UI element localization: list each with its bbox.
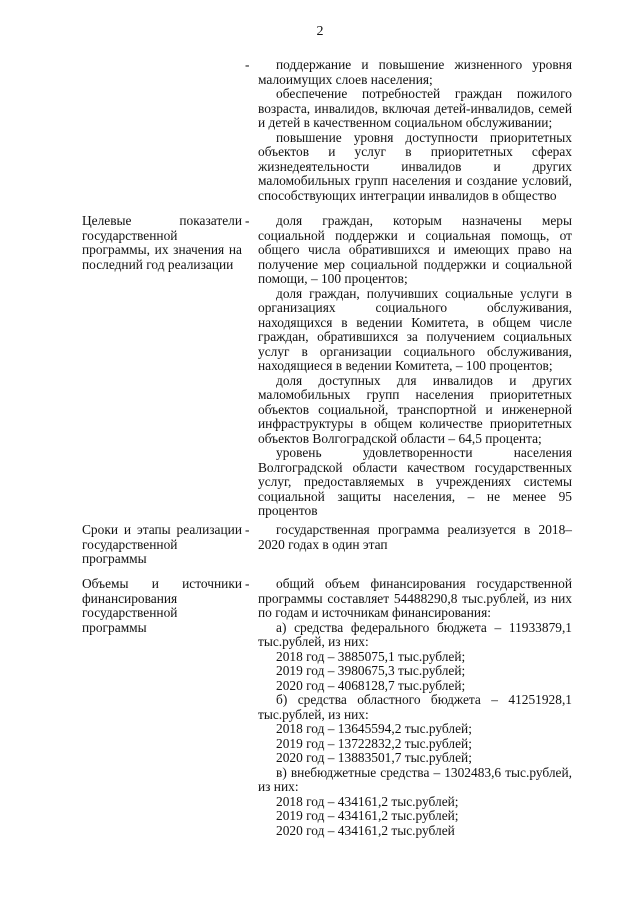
funding-year-line: 2018 год – 3885075,1 тыс.рублей; <box>276 648 466 664</box>
funding-year-line: 2020 год – 434161,2 тыс.рублей <box>276 822 455 838</box>
row-label: Сроки и этапы реализации государственной программы <box>82 522 242 566</box>
row-dash: - <box>245 213 250 228</box>
funding-total: общий объем финансирования государственной программы составляет 54488290,8 тыс.рублей, из них по годам и источникам финансирования: <box>258 576 572 620</box>
row-content <box>258 58 572 203</box>
funding-year-line: 2018 год – 434161,2 тыс.рублей; <box>276 793 459 809</box>
paragraph: доля граждан, получивших социальные услуги в организациях социального обслуживания, находящихся в ведении Комитета, в общем числе граждан, обратившихся за получением социальных услуг в организации социального обслуживания, находящиеся в ведении Комитета, – 100 процентов; <box>258 285 572 373</box>
funding-year-line: 2020 год – 13883501,7 тыс.рублей; <box>276 750 472 765</box>
funding-year-line: 2019 год – 13722832,2 тыс.рублей; <box>276 735 472 751</box>
row-label: Объемы и источники финансирования государственной программы <box>82 576 242 635</box>
funding-source-extrabudgetary: в) внебюджетные средства – 1302483,6 тыс.рублей, из них: <box>258 764 572 794</box>
paragraph: доля доступных для инвалидов и других маломобильных групп населения приоритетных объектов социальной, транспортной и инженерной инфраструктуры в общем количестве приоритетных объектов Волгоградской области – 64,5 процента; <box>258 372 572 446</box>
row-dash: - <box>245 522 250 537</box>
funding-year-line: 2020 год – 4068128,7 тыс.рублей; <box>276 677 466 693</box>
funding-year-line: 2018 год – 13645594,2 тыс.рублей; <box>276 721 472 736</box>
row-content <box>258 577 572 838</box>
row-content <box>258 523 572 552</box>
paragraph: уровень удовлетворенности населения Волгоградской области качеством государственных услуг, предоставляемых в учреждениях системы социальной защиты населения, – не менее 95 процентов <box>258 445 572 518</box>
paragraph: поддержание и повышение жизненного уровня малоимущих слоев населения; <box>258 57 572 87</box>
paragraph: государственная программа реализуется в 2018–2020 годах в один этап <box>258 522 572 552</box>
row-content <box>258 214 572 519</box>
funding-source-regional: б) средства областного бюджета – 41251928,1 тыс.рублей, из них: <box>258 692 572 722</box>
paragraph: доля граждан, которым назначены меры социальной поддержки и социальная помощь, от общего числа обратившихся и имеющих право на получение мер социальной поддержки и социальной помощи, – 100 процентов; <box>258 213 572 286</box>
row-dash: - <box>245 57 250 72</box>
row-dash: - <box>245 576 250 591</box>
page-number: 2 <box>316 24 324 39</box>
funding-year-line: 2019 год – 3980675,3 тыс.рублей; <box>276 663 466 678</box>
funding-year-line: 2019 год – 434161,2 тыс.рублей; <box>276 808 459 823</box>
funding-source-federal: а) средства федерального бюджета – 11933879,1 тыс.рублей, из них: <box>258 619 572 649</box>
row-label: Целевые показатели государственной программы, их значения на последний год реализации <box>82 213 242 272</box>
paragraph: повышение уровня доступности приоритетных объектов и услуг в приоритетных сферах жизнедеятельности инвалидов и других маломобильных групп населения и создание условий, способствующих интеграции инвалидов в общество <box>258 129 572 203</box>
paragraph: обеспечение потребностей граждан пожилого возраста, инвалидов, включая детей-инвалидов, семей и детей в качественном социальном обслуживании; <box>258 86 572 130</box>
